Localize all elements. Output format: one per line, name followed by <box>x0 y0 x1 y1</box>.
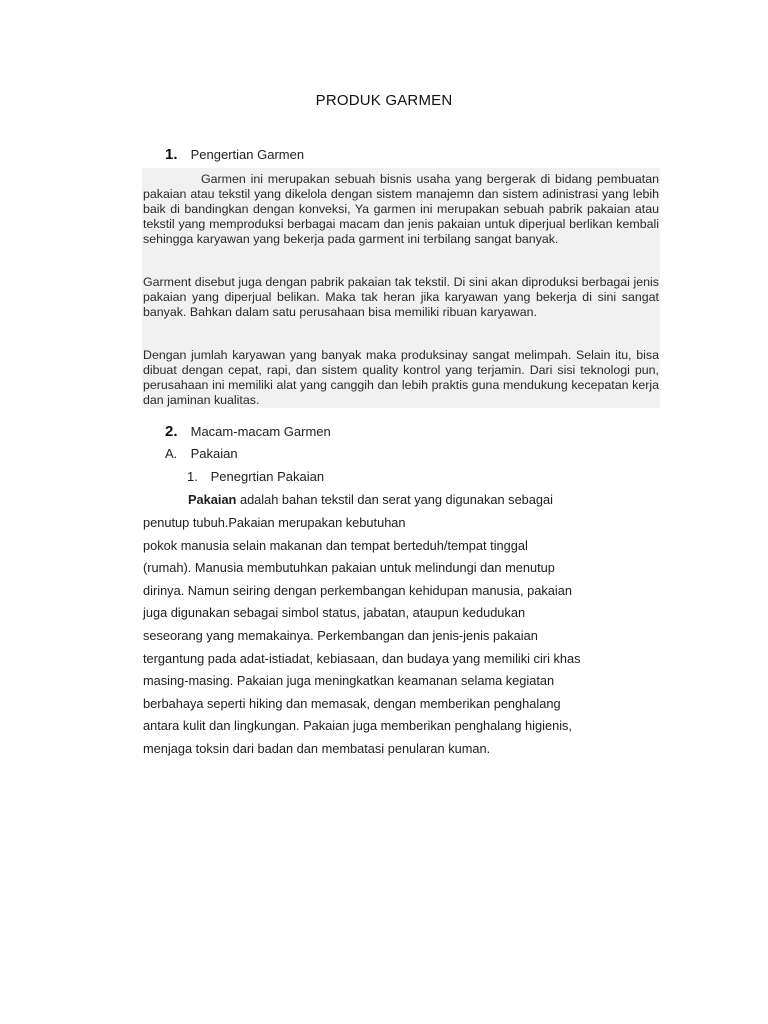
section-2-heading <box>165 423 331 440</box>
subsection-a-1 <box>187 469 324 484</box>
body-line-1 <box>188 492 553 507</box>
subsection-a-title: Pakaian <box>190 446 238 461</box>
body-line-8: tergantung pada adat-istiadat, kebiasaan, dan budaya yang memiliki ciri khas <box>143 651 581 666</box>
body-line-12: menjaga toksin dari badan dan membatasi penularan kuman. <box>143 741 491 756</box>
body-line-7: seseorang yang memakainya. Perkembangan dan jenis-jenis pakaian <box>143 628 538 643</box>
body-line-1-text: adalah bahan tekstil dan serat yang digunakan sebagai <box>236 492 553 507</box>
subsection-a-1-label: 1. <box>187 469 198 484</box>
section-1-paragraph-1: Garmen ini merupakan sebuah bisnis usaha yang bergerak di bidang pembuatan pakaian atau tekstil yang dikelola dengan sistem manajemn dan sistem adinistrasi yang lebih baik di bandingkan dengan konveksi, Ya garmen ini merupakan sebuah pabrik pakaian atau tekstil yang memproduksi berbagai macam dan jenis pakaian untuk diperjual berlikan kembali sehingga karyawan yang bekerja pada garment ini terbilang sangat banyak. <box>143 172 659 246</box>
body-line-3: pokok manusia selain makanan dan tempat berteduh/tempat tinggal <box>143 538 528 553</box>
section-1-paragraph-3: Dengan jumlah karyawan yang banyak maka produksinay sangat melimpah. Selain itu, bisa dibuat dengan cepat, rapi, dan sistem quality kontrol yang terjamin. Dari sisi teknologi pun, perusahaan ini memiliki alat yang canggih dan lebih praktis guna mendukung kecepatan kerja dan jaminan kualitas. <box>143 348 659 407</box>
section-1-number: 1. <box>165 146 178 163</box>
body-line-10: berbahaya seperti hiking dan memasak, dengan memberikan penghalang <box>143 696 561 711</box>
body-line-2: penutup tubuh.Pakaian merupakan kebutuhan <box>143 515 406 530</box>
section-1-paragraph-2: Garment disebut juga dengan pabrik pakaian tak tekstil. Di sini akan diproduksi berbagai jenis pakaian yang diperjual belikan. Maka tak heran jika karyawan yang bekerja di sini sangat banyak. Bahkan dalam satu perusahaan bisa memiliki ribuan karyawan. <box>143 275 659 319</box>
section-2-number: 2. <box>165 423 178 440</box>
body-line-9: masing-masing. Pakaian juga meningkatkan keamanan selama kegiatan <box>143 673 555 688</box>
body-bold-term: Pakaian <box>188 492 237 507</box>
subsection-a-label: A. <box>165 446 178 461</box>
body-line-6: juga digunakan sebagai simbol status, jabatan, ataupun kedudukan <box>143 605 526 620</box>
subsection-a-1-title: Penegrtian Pakaian <box>210 469 325 484</box>
body-line-4: (rumah). Manusia membutuhkan pakaian untuk melindungi dan menutup <box>143 560 555 575</box>
body-line-5: dirinya. Namun seiring dengan perkembangan kehidupan manusia, pakaian <box>143 583 572 598</box>
section-1-heading <box>165 146 304 163</box>
body-line-11: antara kulit dan lingkungan. Pakaian juga memberikan penghalang higienis, <box>143 718 572 733</box>
section-1-title: Pengertian Garmen <box>190 147 305 162</box>
subsection-a <box>165 446 238 461</box>
document-title: PRODUK GARMEN <box>315 92 453 109</box>
section-2-title: Macam-macam Garmen <box>190 424 331 439</box>
